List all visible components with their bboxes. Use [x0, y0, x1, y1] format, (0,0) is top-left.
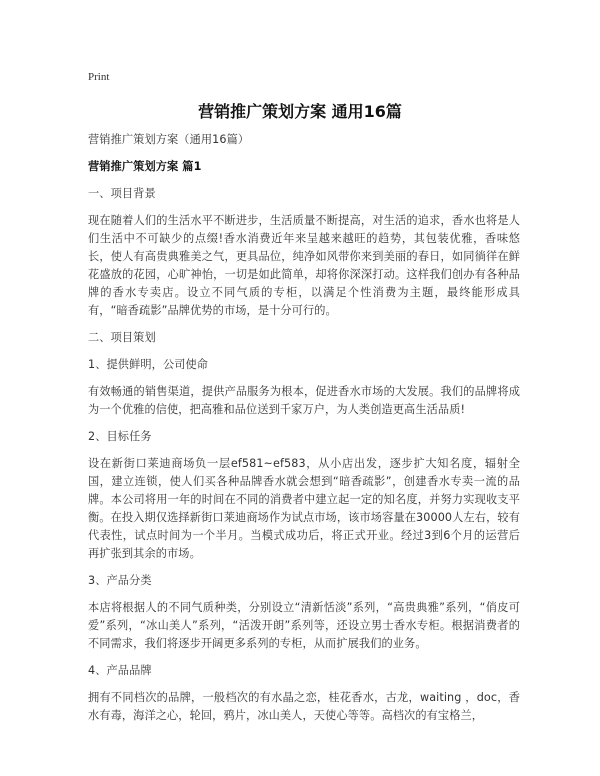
section-heading: 4、产品品牌 — [88, 664, 152, 677]
section-paragraph: 有效畅通的销售渠道，提供产品服务为根本，促进香水市场的大发展。我们的品牌将成为一个优雅的信使，把高雅和品位送到千家万户，为人类创造更高生活品质! — [88, 385, 520, 416]
section-heading: 二、项目策划 — [88, 331, 156, 344]
print-link[interactable]: Print — [88, 71, 110, 83]
article-subtitle: 营销推广策划方案（通用16篇） — [88, 133, 250, 146]
section-heading: 一、项目背景 — [88, 187, 156, 200]
article-section-title: 营销推广策划方案 篇1 — [88, 160, 202, 173]
section-paragraph: 设在新街口莱迪商场负一层ef581~ef583，从小店出发，逐步扩大知名度，辐射全国，建立连锁，使人们买各种品牌香水就会想到“暗香疏影”，创建香水专卖一流的品牌。本公司将用一年的时间在不同的消费者中建立起一定的知名度，并努力实现收支平衡。在投入期仅选择新街口莱迪商场作为试点市场，该市场容量在30000人左右，较有代表性，试点时间为一个半月。当模式成功后，将正式开业。经过3到6个月的运营后再扩张到其余的市场。 — [88, 457, 520, 560]
section-heading: 3、产品分类 — [88, 574, 152, 587]
section-paragraph: 本店将根据人的不同气质种类，分别设立“清新恬淡”系列，“高贵典雅”系列，“俏皮可爱”系列，“冰山美人”系列，“活泼开朗”系列等，还设立男士香水专柜。根据消费者的不同需求，我们将逐步开阔更多系列的专柜，从而扩展我们的业务。 — [88, 601, 520, 650]
section-paragraph: 现在随着人们的生活水平不断进步，生活质量不断提高，对生活的追求，香水也将是人们生活中不可缺少的点缀!香水消费近年来呈越来越旺的趋势，其包装优雅，香味悠长，使人有高贵典雅美之气，更具品位，纯净如风带你来到美丽的春日，如同徜徉在鲜花盛放的花园，心旷神怡，一切是如此简单，却将你深深打动。这样我们创办有各种品牌的香水专卖店。设立不同气质的专柜，以满足个性消费为主题，最终能形成具有，“暗香疏影”品牌优势的市场，是十分可行的。 — [88, 214, 520, 317]
section-heading: 1、提供鲜明，公司使命 — [88, 358, 209, 371]
page-title: 营销推广策划方案 通用16篇 — [198, 102, 402, 121]
section-paragraph: 拥有不同档次的品牌，一般档次的有水晶之恋，桂花香水，古龙，waiting ，doc，香水有毒，海洋之心，轮回，鸦片，冰山美人，天使心等等。高档次的有宝格兰， — [88, 691, 520, 722]
article-body — [88, 131, 520, 734]
section-heading: 2、目标任务 — [88, 430, 152, 443]
